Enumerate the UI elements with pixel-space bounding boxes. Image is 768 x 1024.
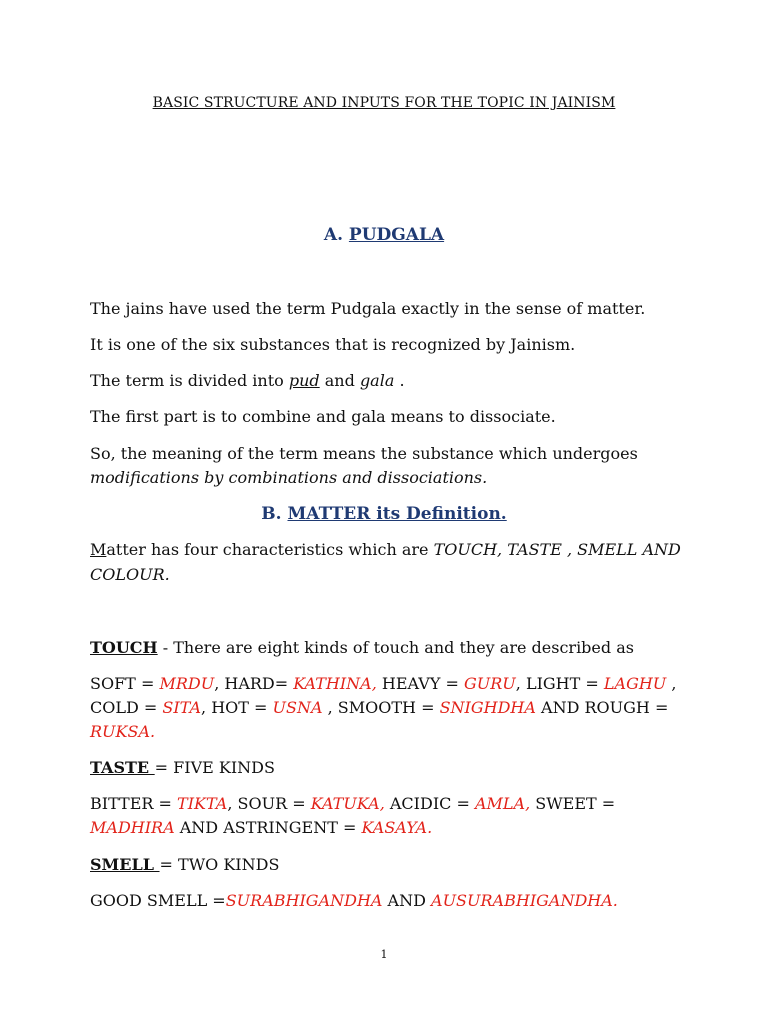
row-text: AND <box>382 891 432 910</box>
sanskrit-term: KATUKA, <box>310 794 385 813</box>
sanskrit-term: KATHINA, <box>293 674 377 693</box>
taste-heading <box>90 756 275 780</box>
sanskrit-term: SURABHIGANDHA <box>225 891 383 910</box>
sanskrit-term: RUKSA. <box>90 722 156 741</box>
row-text: , SMOOTH = <box>322 698 440 717</box>
para-line-3 <box>90 369 405 393</box>
sanskrit-term: SNIGHDHA <box>439 698 536 717</box>
sanskrit-term: MADHIRA <box>90 818 175 837</box>
section-a-prefix: A. <box>323 225 349 245</box>
touch-label: TOUCH <box>90 638 158 657</box>
section-a-label: PUDGALA <box>348 225 445 245</box>
row-text: GOOD SMELL = <box>90 891 226 910</box>
smell-heading <box>90 853 279 877</box>
row-text: , <box>666 674 677 693</box>
sanskrit-term: AUSURABHIGANDHA. <box>431 891 618 910</box>
section-b-label: MATTER its Definition. <box>287 504 507 524</box>
touch-row-2 <box>90 696 668 720</box>
row-text: , LIGHT = <box>515 674 604 693</box>
section-a-heading <box>0 223 768 247</box>
sanskrit-term: LAGHU <box>603 674 667 693</box>
sanskrit-term: KASAYA. <box>361 818 433 837</box>
page-number: 1 <box>380 948 388 961</box>
sanskrit-term: AMLA, <box>474 794 531 813</box>
row-text: HEAVY = <box>376 674 464 693</box>
taste-desc: = FIVE KINDS <box>154 758 275 777</box>
sanskrit-term: TIKTA <box>177 794 228 813</box>
taste-label: TASTE <box>90 758 155 777</box>
matter-line-1 <box>90 538 681 562</box>
para-line-5: So, the meaning of the term means the substance which undergoes <box>90 444 638 463</box>
para-line-3-and: and <box>319 371 360 390</box>
para-line-3-text: The term is divided into <box>90 371 289 390</box>
row-text: AND ROUGH = <box>535 698 669 717</box>
taste-row-1 <box>90 792 615 816</box>
section-b-heading <box>0 502 768 526</box>
matter-characteristics: TOUCH, TASTE , SMELL AND <box>433 540 681 559</box>
row-text: , HOT = <box>201 698 273 717</box>
touch-desc: - There are eight kinds of touch and they are described as <box>157 638 634 657</box>
sanskrit-term: MRDU <box>159 674 215 693</box>
matter-initial: M <box>90 540 107 559</box>
touch-heading <box>90 636 634 660</box>
touch-row-1 <box>90 672 676 696</box>
row-text: SWEET = <box>530 794 616 813</box>
matter-text: atter has four characteristics which are <box>106 540 434 559</box>
para-line-3-end: . <box>394 371 405 390</box>
row-text: SOFT = <box>90 674 160 693</box>
touch-row-3 <box>90 720 155 744</box>
row-text: , SOUR = <box>227 794 311 813</box>
para-line-4: The first part is to combine and gala means to dissociate. <box>90 407 556 426</box>
para-line-2: It is one of the six substances that is recognized by Jainism. <box>90 335 576 354</box>
row-text: ACIDIC = <box>384 794 475 813</box>
term-pud: pud <box>288 371 320 390</box>
section-b-prefix: B. <box>261 504 288 524</box>
row-text: COLD = <box>90 698 163 717</box>
document-title: BASIC STRUCTURE AND INPUTS FOR THE TOPIC IN JAINISM <box>152 95 616 111</box>
sanskrit-term: USNA <box>272 698 323 717</box>
smell-label: SMELL <box>90 855 160 874</box>
taste-row-2 <box>90 816 432 840</box>
matter-line-2: COLOUR. <box>90 565 170 584</box>
sanskrit-term: SITA <box>162 698 202 717</box>
smell-desc: = TWO KINDS <box>159 855 280 874</box>
row-text: , HARD= <box>214 674 294 693</box>
smell-row-1 <box>90 889 618 913</box>
row-text: BITTER = <box>90 794 178 813</box>
term-gala: gala <box>359 371 395 390</box>
sanskrit-term: GURU <box>463 674 516 693</box>
row-text: AND ASTRINGENT = <box>174 818 362 837</box>
para-line-6: modifications by combinations and dissociations. <box>90 468 488 487</box>
para-line-1: The jains have used the term Pudgala exactly in the sense of matter. <box>90 299 646 318</box>
